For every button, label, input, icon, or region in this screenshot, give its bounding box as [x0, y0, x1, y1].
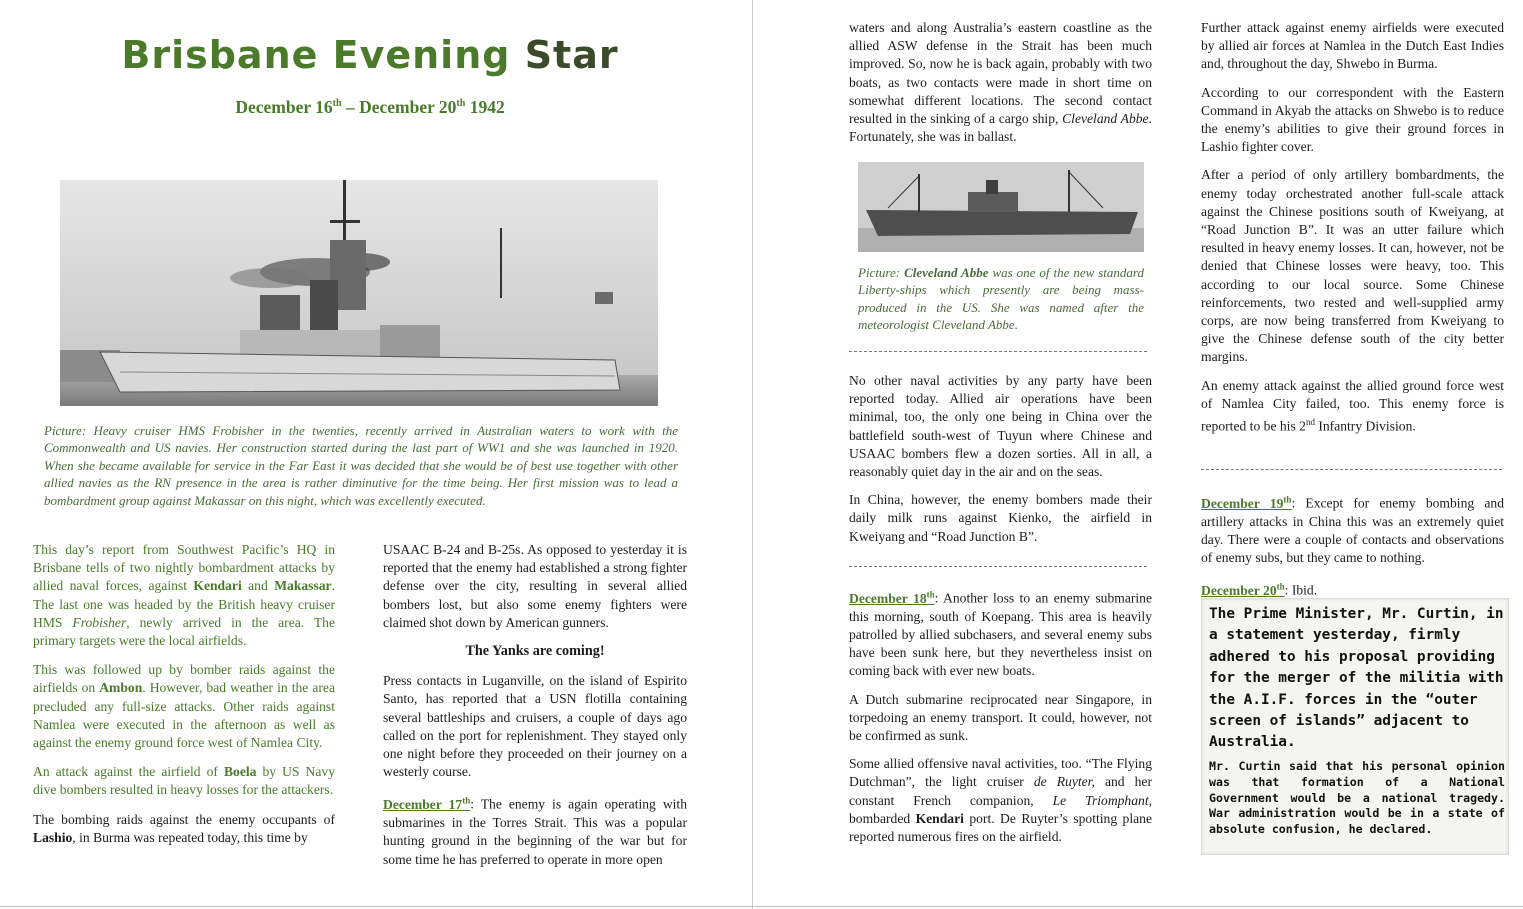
col4-paragraph-5: December 19th: Except for enemy bombing and artillery attacks in China this was an extremely quiet day. There were a couple of contacts and observations of enemy subs, but they came to nothing. [1201, 494, 1504, 566]
date-label-dec19: December 19th [1201, 494, 1292, 511]
col2-paragraph-2: Press contacts in Luganville, on the island of Espirito Santo, has reported that a USN flotilla containing several battleships and cruisers, a couple of days ago called on the port for replenishment. They stayed only one night before they proceeded on their journey on a westerly course. [383, 673, 687, 780]
col3-paragraph-1: waters and along Australia’s eastern coastline as the allied ASW defense in the Strait has been much improved. So, now he is back again, probably with two boats, as two contacts were made in short time on somewhat different locations. The second contact resulted in the sinking of a cargo ship, Cleveland Abbe. Fortunately, she was in ballast. [849, 20, 1152, 145]
column-4 [1201, 19, 1504, 446]
col3-paragraph-4: December 18th: Another loss to an enemy submarine this morning, south of Koepang. This area is heavily patrolled by allied subchasers, and several enemy subs have been sunk here, but they nevertheless insist on coming back with ever new boats. [849, 589, 1152, 679]
clipping-paragraph-2: Mr. Curtin said that his personal opinion was that formation of a National Government would be a national tragedy. War administration would be in a state of absolute confusion, he declared. [1209, 759, 1505, 837]
bottom-rule [0, 906, 1523, 907]
clipping-paragraph-1: The Prime Minister, Mr. Curtin, in a statement yesterday, firmly adhered to his proposal providing for the merger of the militia with the A.I.F. forces in the “outer screen of islands” adjacent to Australia. [1209, 606, 1504, 751]
separator-3 [1201, 469, 1502, 470]
col1-paragraph-2: This was followed up by bomber raids against the airfields on Ambon. However, bad weather in the area precluded any full-size attacks. Other raids against Namlea were executed in the afternoon as well as against the enemy ground force west of Namlea City. [33, 662, 335, 751]
newspaper-clipping [1201, 598, 1509, 855]
col4-paragraph-6: December 20th: Ibid. [1201, 581, 1318, 598]
col3-paragraph-6: Some allied offensive naval activities, too. “The Flying Dutchman”, the light cruiser de Ruyter, and her constant French companion, Le Triomphant, bombarded Kendari port. De Ruyter’s spotting plane reported numerous fires on the airfield. [849, 756, 1153, 844]
col4-paragraph-3: After a period of only artillery bombardments, the enemy today orchestrated another full-scale attack against the Chinese positions south of Kweiyang, at “Road Junction B”. It was an utter failure which resulted in heavy enemy losses. It can, however, not be denied that Chinese losses were heavy, too. This according to our local source. Some Chinese reinforcements, two rested and well-supplied army corps, are now being transferred from Kweiyang to give the Chinese defense south of the city better margins. [1201, 167, 1504, 365]
date-label-dec17: December 17th [383, 795, 471, 812]
column-2 [383, 541, 687, 879]
section-heading: The Yanks are coming! [465, 643, 605, 660]
column-3-lower [849, 372, 1152, 556]
page-spine [752, 0, 753, 909]
liberty-ship-photo [858, 162, 1144, 252]
date-label-dec20: December 20th [1201, 581, 1285, 598]
col1-paragraph-3: An attack against the airfield of Boela by US Navy dive bombers resulted in heavy losses for the attackers. [33, 764, 335, 798]
col4-paragraph-4: An enemy attack against the allied ground force west of Namlea City failed, too. This enemy force is reported to be his 2nd Infantry Division. [1201, 377, 1504, 434]
col3-paragraph-5: A Dutch submarine reciprocated near Singapore, in torpedoing an enemy transport. It could, however, not be confirmed as sunk. [849, 691, 1152, 743]
col1-paragraph-1: This day’s report from Southwest Pacific’s HQ in Brisbane tells of two nightly bombardment attacks by allied naval forces, against Kendari and Makassar. The last one was headed by the British heavy cruiser HMS Frobisher, newly arrived in the area. The primary targets were the local airfields. [33, 542, 335, 649]
liberty-ship-caption: Picture: Cleveland Abbe was one of the new standard Liberty-ships which presently are being mass-produced in the US. She was named after the meteorologist Cleveland Abbe. [858, 265, 1144, 333]
date-label-dec18: December 18th [849, 589, 935, 606]
separator-1 [849, 351, 1147, 352]
col4-paragraph-2: According to our correspondent with the Eastern Command in Akyab the attacks on Shwebo is to reduce the enemy’s abilities to give their ground forces in Lashio fighter cover. [1201, 84, 1504, 155]
col1-paragraph-4: The bombing raids against the enemy occupants of Lashio, in Burma was repeated today, this time by [33, 811, 335, 845]
separator-2 [849, 566, 1147, 567]
cruiser-photo [60, 180, 658, 406]
issue-dates: December 16th – December 20th 1942 [235, 97, 505, 117]
masthead-title: Brisbane Evening Star [121, 33, 619, 77]
col4-paragraph-1: Further attack against enemy airfields were executed by allied air forces at Namlea in the Dutch East Indies and, throughout the day, Shwebo in Burma. [1201, 20, 1504, 72]
column-3-bottom [849, 585, 1152, 856]
column-1 [33, 541, 335, 858]
col2-paragraph-1: USAAC B-24 and B-25s. As opposed to yesterday it is reported that the enemy had established a strong fighter defense over the city, resulting in several allied bombers lost, but also some enemy fighters were claimed shot down by American gunners. [383, 542, 687, 630]
col2-paragraph-3: December 17th: The enemy is again operating with submarines in the Torres Strait. This was a popular hunting ground in the beginning of the war but for some time he has preferred to operate in more open [383, 795, 687, 867]
col3-paragraph-2: No other naval activities by any party have been reported today. Allied air operations have been minimal, too, the only one being in China over the battlefield south-west of Tuyun where Chinese and USAAC bombers flew a dozen sorties. All in all, a reasonably quiet day in the air and on the seas. [849, 373, 1152, 480]
main-photo-caption: Picture: Heavy cruiser HMS Frobisher in the twenties, recently arrived in Australian waters to work with the Commonwealth and US navies. Her construction started during the last part of WW1 and she was launched in 1920. When she became available for service in the Far East it was decided that she would be of best use together with other allied navies as the RN presence in the area is rather diminutive for the time being. Her first mission was to lead a bombardment group against Makassar on this night, which was excellently executed. [44, 423, 678, 508]
column-3 [849, 19, 1152, 156]
column-4-lower [1201, 490, 1504, 610]
col3-paragraph-3: In China, however, the enemy bombers made their daily milk runs against Kienko, the airfield in Kweiyang and “Road Junction B”. [849, 492, 1152, 544]
